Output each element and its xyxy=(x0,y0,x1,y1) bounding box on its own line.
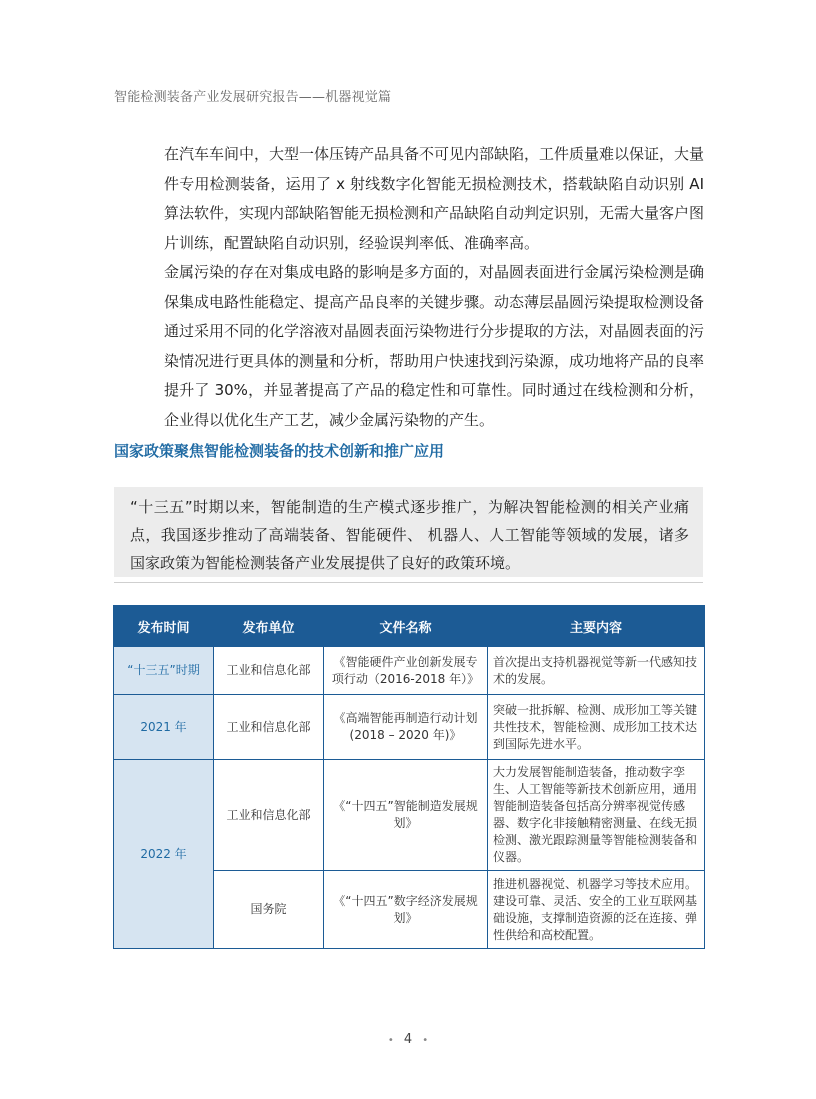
column-header-time: 发布时间 xyxy=(114,606,214,647)
page-number xyxy=(0,1032,816,1047)
cell-doc: 《“十四五”数字经济发展规划》 xyxy=(324,871,488,949)
cell-doc: 《“十四五”智能制造发展规划》 xyxy=(324,760,488,871)
section-title: 国家政策聚焦智能检测装备的技术创新和推广应用 xyxy=(114,442,445,460)
policy-summary-box: “十三五”时期以来，智能制造的生产模式逐步推广，为解决智能检测的相关产业痛点，我国逐步推动了高端装备、智能硬件、 机器人、人工智能等领域的发展，诸多国家政策为智能检测装备产业发展提供了良好的政策环境。 xyxy=(114,487,703,577)
table-row xyxy=(114,695,705,760)
column-header-org: 发布单位 xyxy=(214,606,324,647)
running-header: 智能检测装备产业发展研究报告——机器视觉篇 xyxy=(114,90,392,105)
cell-content: 大力发展智能制造装备，推动数字孪生、人工智能等新技术创新应用，通用智能制造装备包括高分辨率视觉传感器、数字化非接触精密测量、在线无损检测、激光跟踪测量等智能检测装备和仪器。 xyxy=(488,760,705,871)
paragraph-automotive: 在汽车车间中，大型一体压铸产品具备不可见内部缺陷，工件质量难以保证，大量件专用检测装备，运用了 x 射线数字化智能无损检测技术，搭载缺陷自动识别 AI 算法软件，实现内部缺陷智能无损检测和产品缺陷自动判定识别，无需大量客户图片训练，配置缺陷自动识别，经验误判率低、准确率高。 xyxy=(164,145,705,252)
cell-org: 工业和信息化部 xyxy=(214,760,324,871)
page-dot-left: • xyxy=(387,1035,394,1046)
page-dot-right: • xyxy=(422,1035,429,1046)
cell-time: 2021 年 xyxy=(114,695,214,760)
cell-content: 推进机器视觉、机器学习等技术应用。建设可靠、灵活、安全的工业互联网基础设施，支撑制造资源的泛在连接、弹性供给和高校配置。 xyxy=(488,871,705,949)
cell-doc: 《高端智能再制造行动计划 (2018 – 2020 年)》 xyxy=(324,695,488,760)
page-number-value: 4 xyxy=(403,1032,413,1047)
summary-divider xyxy=(114,582,703,583)
policy-table xyxy=(113,605,705,949)
table-header-row xyxy=(114,606,705,647)
table-row xyxy=(114,647,705,695)
cell-content: 首次提出支持机器视觉等新一代感知技术的发展。 xyxy=(488,647,705,695)
cell-content: 突破一批拆解、检测、成形加工等关键共性技术，智能检测、成形加工技术达到国际先进水平。 xyxy=(488,695,705,760)
column-header-doc: 文件名称 xyxy=(324,606,488,647)
cell-org: 工业和信息化部 xyxy=(214,647,324,695)
cell-doc: 《智能硬件产业创新发展专项行动（2016-2018 年）》 xyxy=(324,647,488,695)
cell-time: 2022 年 xyxy=(114,760,214,949)
cell-org: 工业和信息化部 xyxy=(214,695,324,760)
table-row xyxy=(114,760,705,871)
paragraph-metal-contamination: 金属污染的存在对集成电路的影响是多方面的，对晶圆表面进行金属污染检测是确保集成电路性能稳定、提高产品良率的关键步骤。动态薄层晶圆污染提取检测设备通过采用不同的化学溶液对晶圆表面污染物进行分步提取的方法，对晶圆表面的污染情况进行更具体的测量和分析，帮助用户快速找到污染源，成功地将产品的良率提升了 30%，并显著提高了产品的稳定性和可靠性。同时通过在线检测和分析，企业得以优化生产工艺，减少金属污染物的产生。 xyxy=(164,263,705,429)
column-header-content: 主要内容 xyxy=(488,606,705,647)
cell-time: “十三五”时期 xyxy=(114,647,214,695)
cell-org: 国务院 xyxy=(214,871,324,949)
